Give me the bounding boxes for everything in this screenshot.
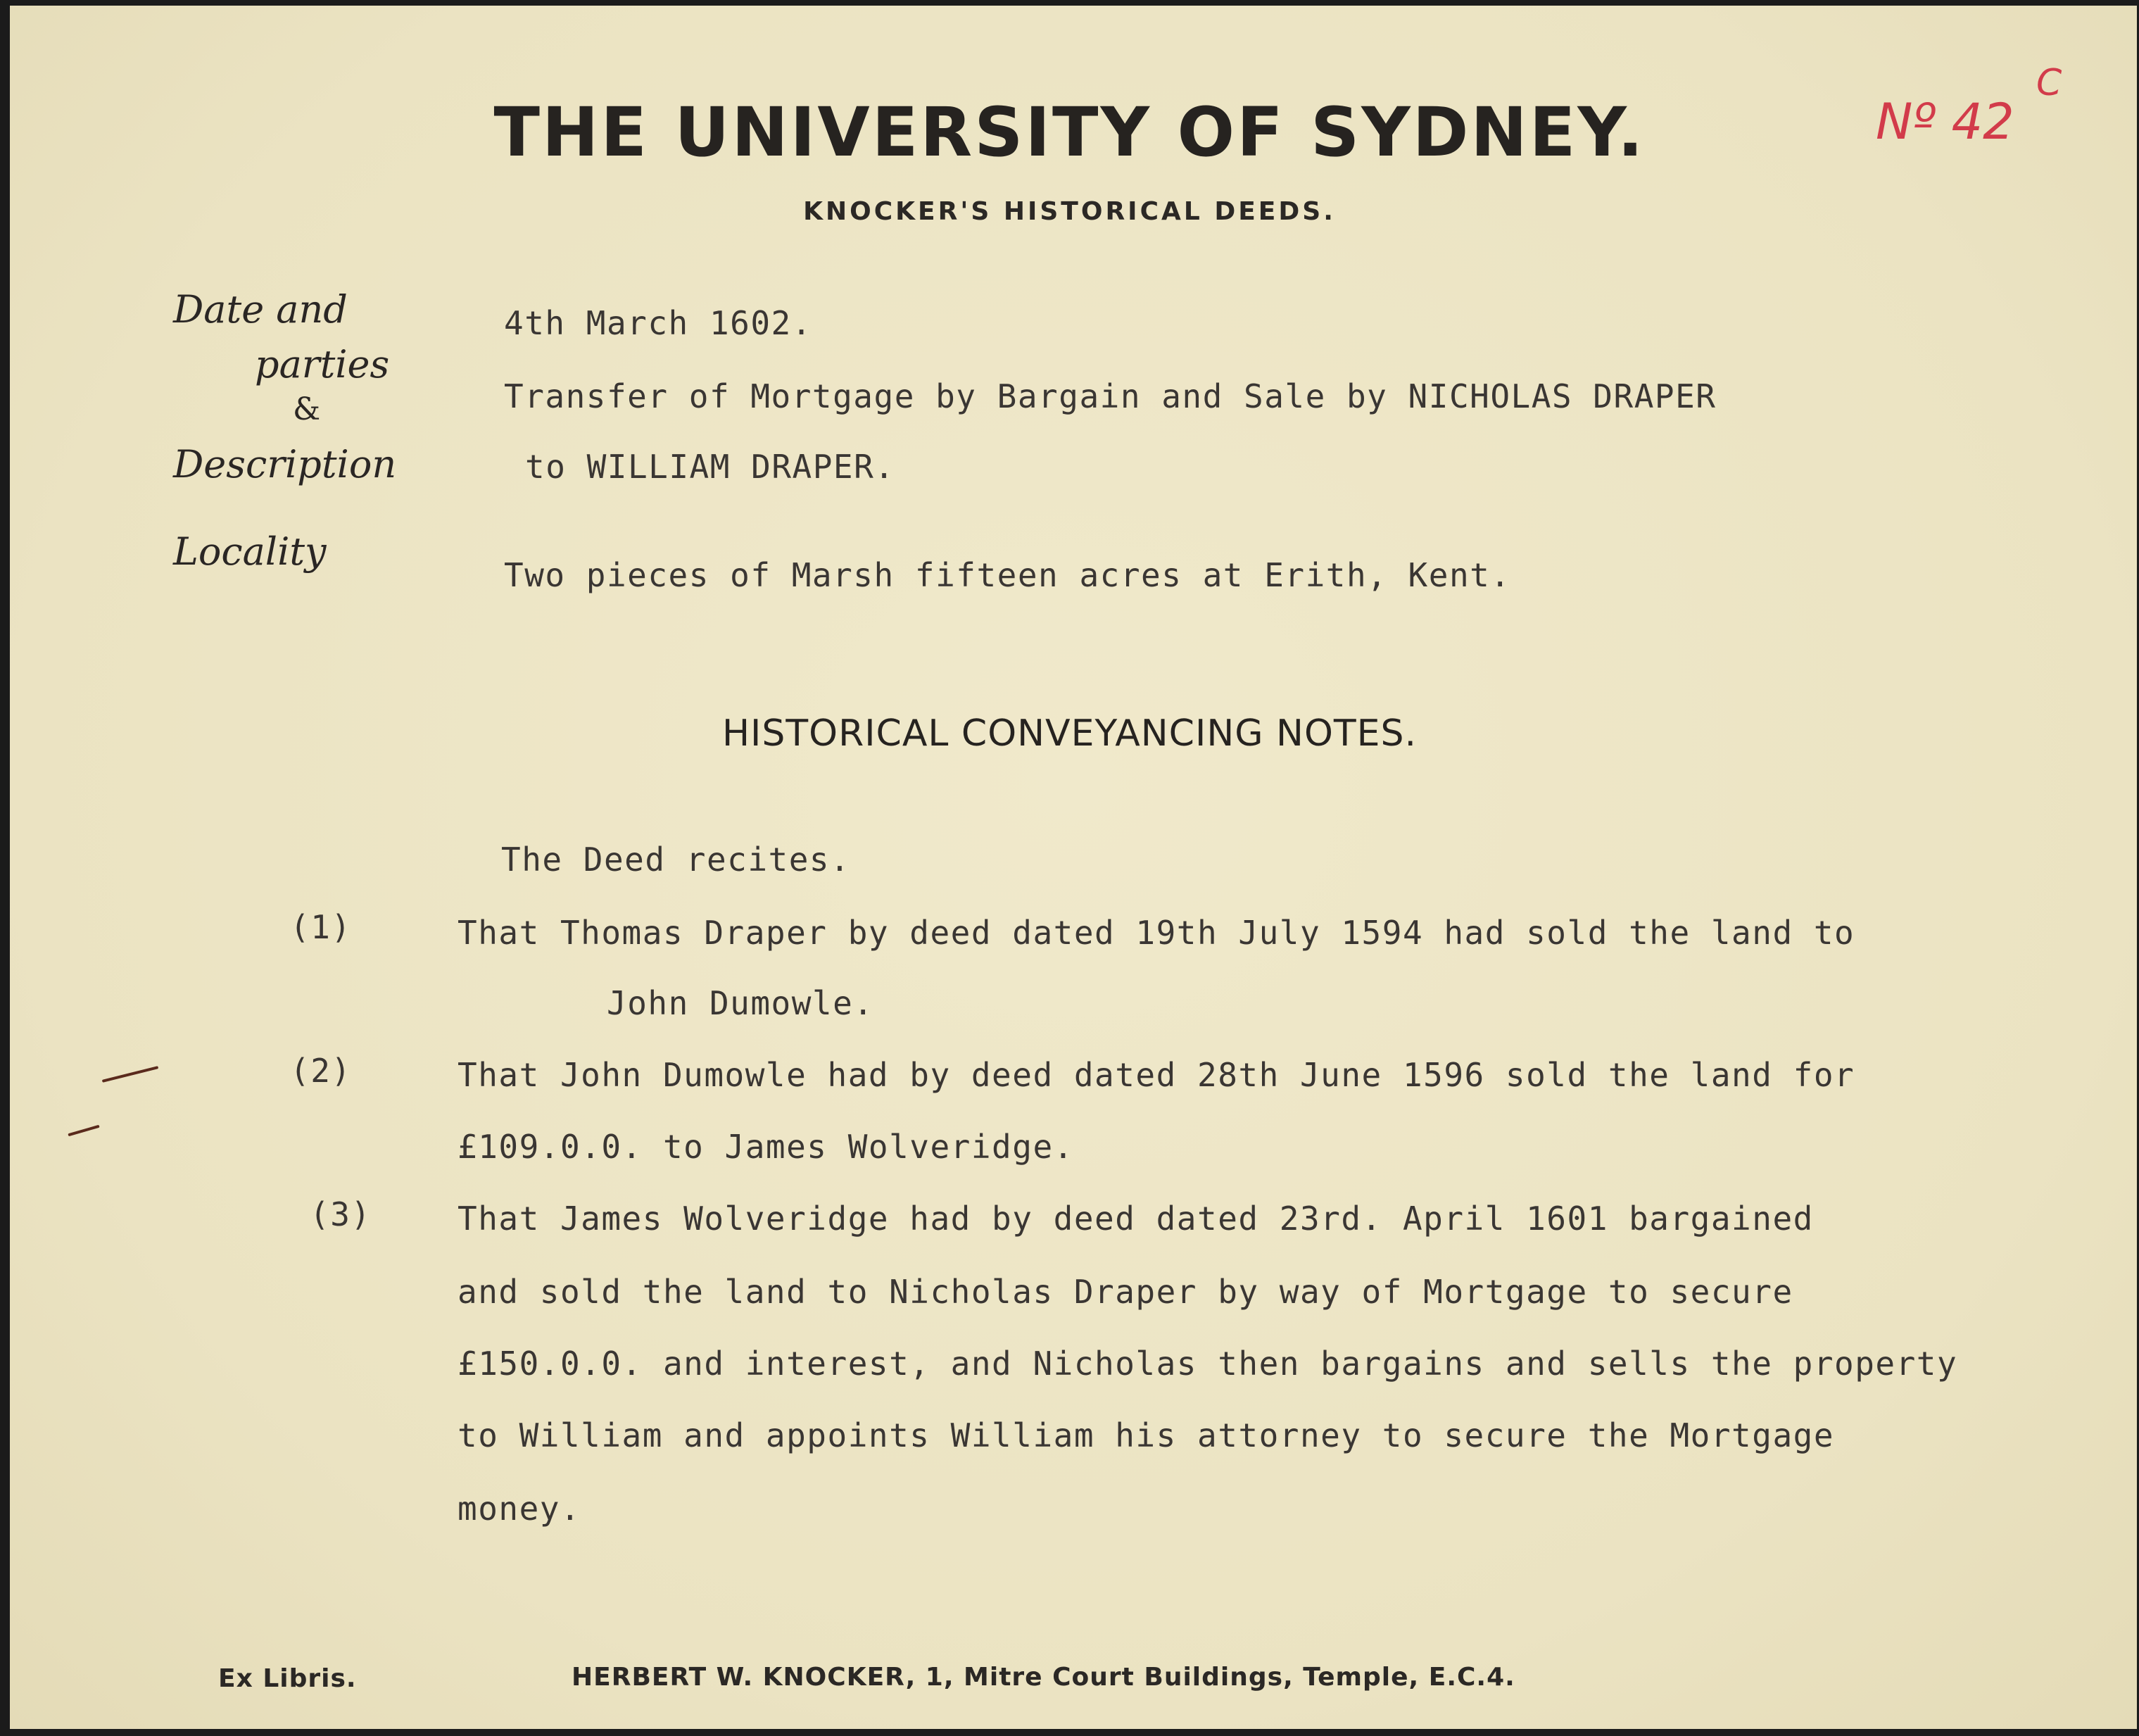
label-parties: parties [255,342,390,386]
note-line: That James Wolveridge had by deed dated 23rd. April 1601 bargained [458,1200,1814,1238]
footer-imprint: HERBERT W. KNOCKER, 1, Mitre Court Buildings, Temple, E.C.4. [572,1663,1515,1692]
label-ampersand: & [293,391,321,427]
label-description: Description [173,442,397,486]
note-number: (3) [310,1195,372,1233]
series-subtitle: KNOCKER'S HISTORICAL DEEDS. [803,197,1336,226]
label-date-and: Date and [173,287,348,332]
deed-card [10,6,2137,1729]
note-line: money. [458,1490,581,1528]
note-line: That John Dumowle had by deed dated 28th June 1596 sold the land for [458,1056,1855,1094]
deed-description-line-2: to WILLIAM DRAPER. [525,448,895,486]
footer-ex-libris: Ex Libris. [218,1664,357,1693]
notes-intro: The Deed recites. [501,841,851,879]
catalogue-number: Nº 42 [1876,93,2014,151]
note-line: to William and appoints William his attorney to secure the Mortgage [458,1416,1835,1454]
note-number: (1) [290,908,352,946]
catalogue-letter: C [2036,62,2062,104]
notes-heading: HISTORICAL CONVEYANCING NOTES. [721,712,1418,755]
note-line: That Thomas Draper by deed dated 19th July 1594 had sold the land to [458,914,1855,952]
deed-description-line-1: Transfer of Mortgage by Bargain and Sale by NICHOLAS DRAPER [504,377,1717,415]
note-line: £109.0.0. to James Wolveridge. [458,1128,1074,1166]
note-line: and sold the land to Nicholas Draper by way of Mortgage to secure [458,1273,1793,1311]
deed-locality: Two pieces of Marsh fifteen acres at Erith, Kent. [504,556,1511,594]
note-number: (2) [290,1052,352,1090]
note-line: £150.0.0. and interest, and Nicholas then bargains and sells the property [458,1345,1958,1383]
note-line: John Dumowle. [607,984,874,1022]
label-locality: Locality [173,529,327,574]
university-title: THE UNIVERSITY OF SYDNEY. [493,93,1646,172]
deed-date: 4th March 1602. [504,304,812,342]
